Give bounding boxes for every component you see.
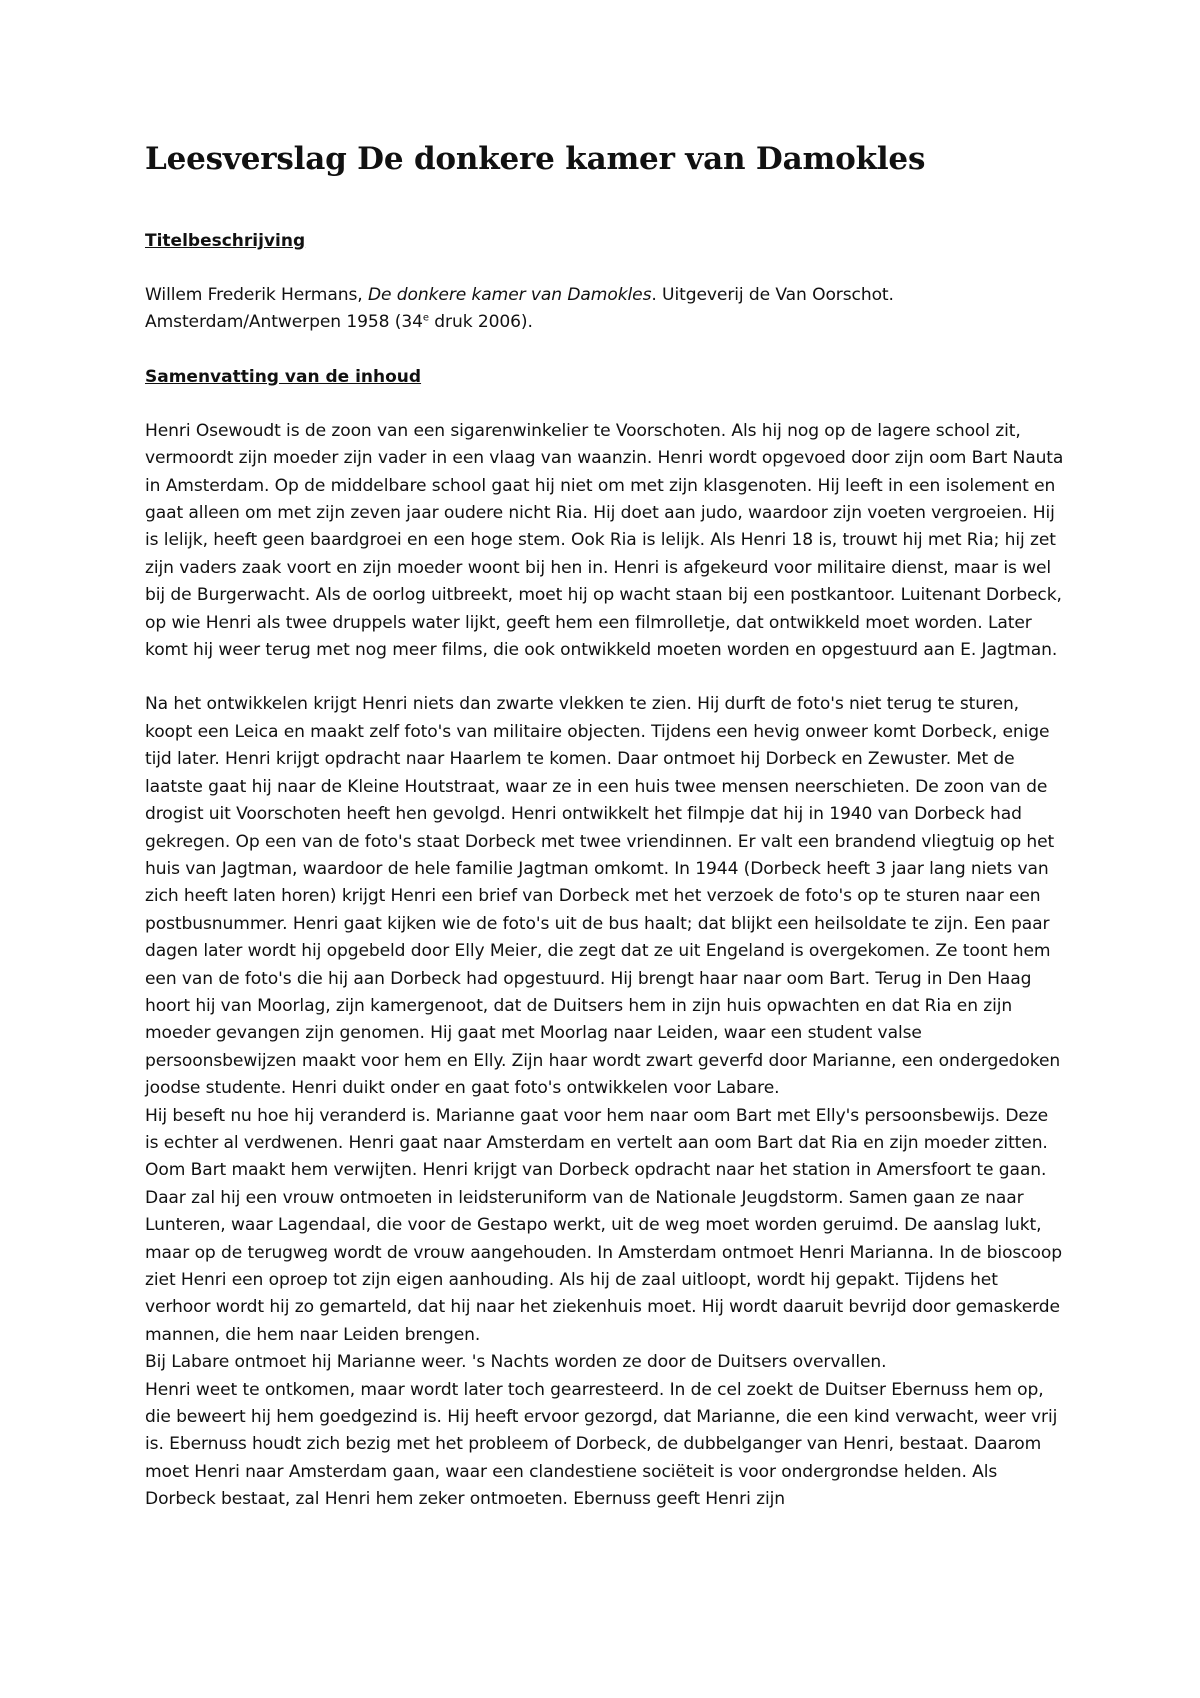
summary-paragraph: Na het ontwikkelen krijgt Henri niets dan zwarte vlekken te zien. Hij durft de foto's niet terug te sturen, koopt een Leica en maakt zelf foto's van militaire objecten. Tijdens een hevig onweer komt Dorbeck, enige tijd later. Henri krijgt opdracht naar Haarlem te komen. Daar ontmoet hij Dorbeck en Zewuster. Met de laatste gaat hij naar de Kleine Houtstraat, waar ze in een huis twee mensen neerschieten. De zoon van de drogist uit Voorschoten heeft hen gevolgd. Henri ontwikkelt het filmpje dat hij in 1940 van Dorbeck had gekregen. Op een van de foto's staat Dorbeck met twee vriendinnen. Er valt een brandend vliegtuig op het huis van Jagtman, waardoor de hele familie Jagtman omkomt. In 1944 (Dorbeck heeft 3 jaar lang niets van zich heeft laten horen) krijgt Henri een brief van Dorbeck met het verzoek de foto's op te sturen naar een postbusnummer. Henri gaat kijken wie de foto's uit de bus haalt; dat blijkt een heilsoldate te zijn. Een paar dagen later wordt hij opgebeld door Elly Meier, die zegt dat ze uit Engeland is overgekomen. Ze toont hem een van de foto's die hij aan Dorbeck had opgestuurd. Hij brengt haar naar oom Bart. Terug in Den Haag hoort hij van Moorlag, zijn kamergenoot, dat de Duitsers hem in zijn huis opwachten en dat Ria en zijn moeder gevangen zijn genomen. Hij gaat met Moorlag naar Leiden, waar een student valse persoonsbewijzen maakt voor hem en Elly. Zijn haar wordt zwart geverfd door Marianne, een ondergedoken joodse studente. Henri duikt onder en gaat foto's ontwikkelen voor Labare. bbox=[145, 694, 1061, 1099]
summary-paragraph: Henri weet te ontkomen, maar wordt later toch gearresteerd. In de cel zoekt de Duitser Ebernuss hem op, die beweert hij hem goedgezind is. Hij heeft ervoor gezorgd, dat Marianne, die een kind verwacht, weer vrij is. Ebernuss houdt zich bezig met het probleem of Dorbeck, de dubbelganger van Henri, bestaat. Daarom moet Henri naar Amsterdam gaan, waar een clandestiene sociëteit is voor ondergrondse helden. Als Dorbeck bestaat, zal Henri hem zeker ontmoeten. Ebernuss geeft Henri zijn bbox=[145, 1379, 1058, 1510]
citation-edition-superscript: e bbox=[422, 312, 429, 324]
citation-edition: druk 2006). bbox=[428, 312, 533, 333]
summary-paragraph: Bij Labare ontmoet hij Marianne weer. 's Nachts worden ze door de Duitsers overvallen. bbox=[145, 1352, 887, 1373]
citation-publisher: . Uitgeverij de Van Oorschot. Amsterdam/Antwerpen 1958 (34 bbox=[145, 285, 894, 333]
citation-book-title: De donkere kamer van Damokles bbox=[367, 285, 652, 305]
section-heading-title-description: Titelbeschrijving bbox=[145, 231, 306, 251]
bibliographic-citation bbox=[145, 282, 1065, 337]
citation-author: Willem Frederik Hermans, bbox=[145, 285, 368, 305]
summary-paragraph: Henri Osewoudt is de zoon van een sigarenwinkelier te Voorschoten. Als hij nog op de lagere school zit, vermoordt zijn moeder zijn vader in een vlaag van waanzin. Henri wordt opgevoed door zijn oom Bart Nauta in Amsterdam. Op de middelbare school gaat hij niet om met zijn klasgenoten. Hij leeft in een isolement en gaat alleen om met zijn zeven jaar oudere nicht Ria. Hij doet aan judo, waardoor zijn voeten vergroeien. Hij is lelijk, heeft geen baardgroei en een hoge stem. Ook Ria is lelijk. Als Henri 18 is, trouwt hij met Ria; hij zet zijn vaders zaak voort en zijn moeder woont bij hen in. Henri is afgekeurd voor militaire dienst, maar is wel bij de Burgerwacht. Als de oorlog uitbreekt, moet hij op wacht staan bij een postkantoor. Luitenant Dorbeck, op wie Henri als twee druppels water lijkt, geeft hem een filmrolletje, dat ontwikkeld moet worden. Later komt hij weer terug met nog meer films, die ook ontwikkeld moeten worden en opgestuurd aan E. Jagtman. bbox=[145, 420, 1064, 661]
document-page bbox=[145, 138, 1065, 1514]
section-heading-summary: Samenvatting van de inhoud bbox=[145, 366, 422, 387]
document-title: Leesverslag De donkere kamer van Damokles bbox=[145, 141, 926, 177]
summary-paragraph: Hij beseft nu hoe hij veranderd is. Marianne gaat voor hem naar oom Bart met Elly's persoonsbewijs. Deze is echter al verdwenen. Henri gaat naar Amsterdam en vertelt aan oom Bart dat Ria en zijn moeder zitten. Oom Bart maakt hem verwijten. Henri krijgt van Dorbeck opdracht naar het station in Amersfoort te gaan. Daar zal hij een vrouw ontmoeten in leidsteruniform van de Nationale Jeugdstorm. Samen gaan ze naar Lunteren, waar Lagendaal, die voor de Gestapo werkt, uit de weg moet worden geruimd. De aanslag lukt, maar op de terugweg wordt de vrouw aangehouden. In Amsterdam ontmoet Henri Marianna. In de bioscoop ziet Henri een oproep tot zijn eigen aanhouding. Als hij de zaal uitloopt, wordt hij gepakt. Tijdens het verhoor wordt hij zo gemarteld, dat hij naar het ziekenhuis moet. Hij wordt daaruit bevrijd door gemaskerde mannen, die hem naar Leiden brengen. bbox=[145, 1105, 1063, 1345]
